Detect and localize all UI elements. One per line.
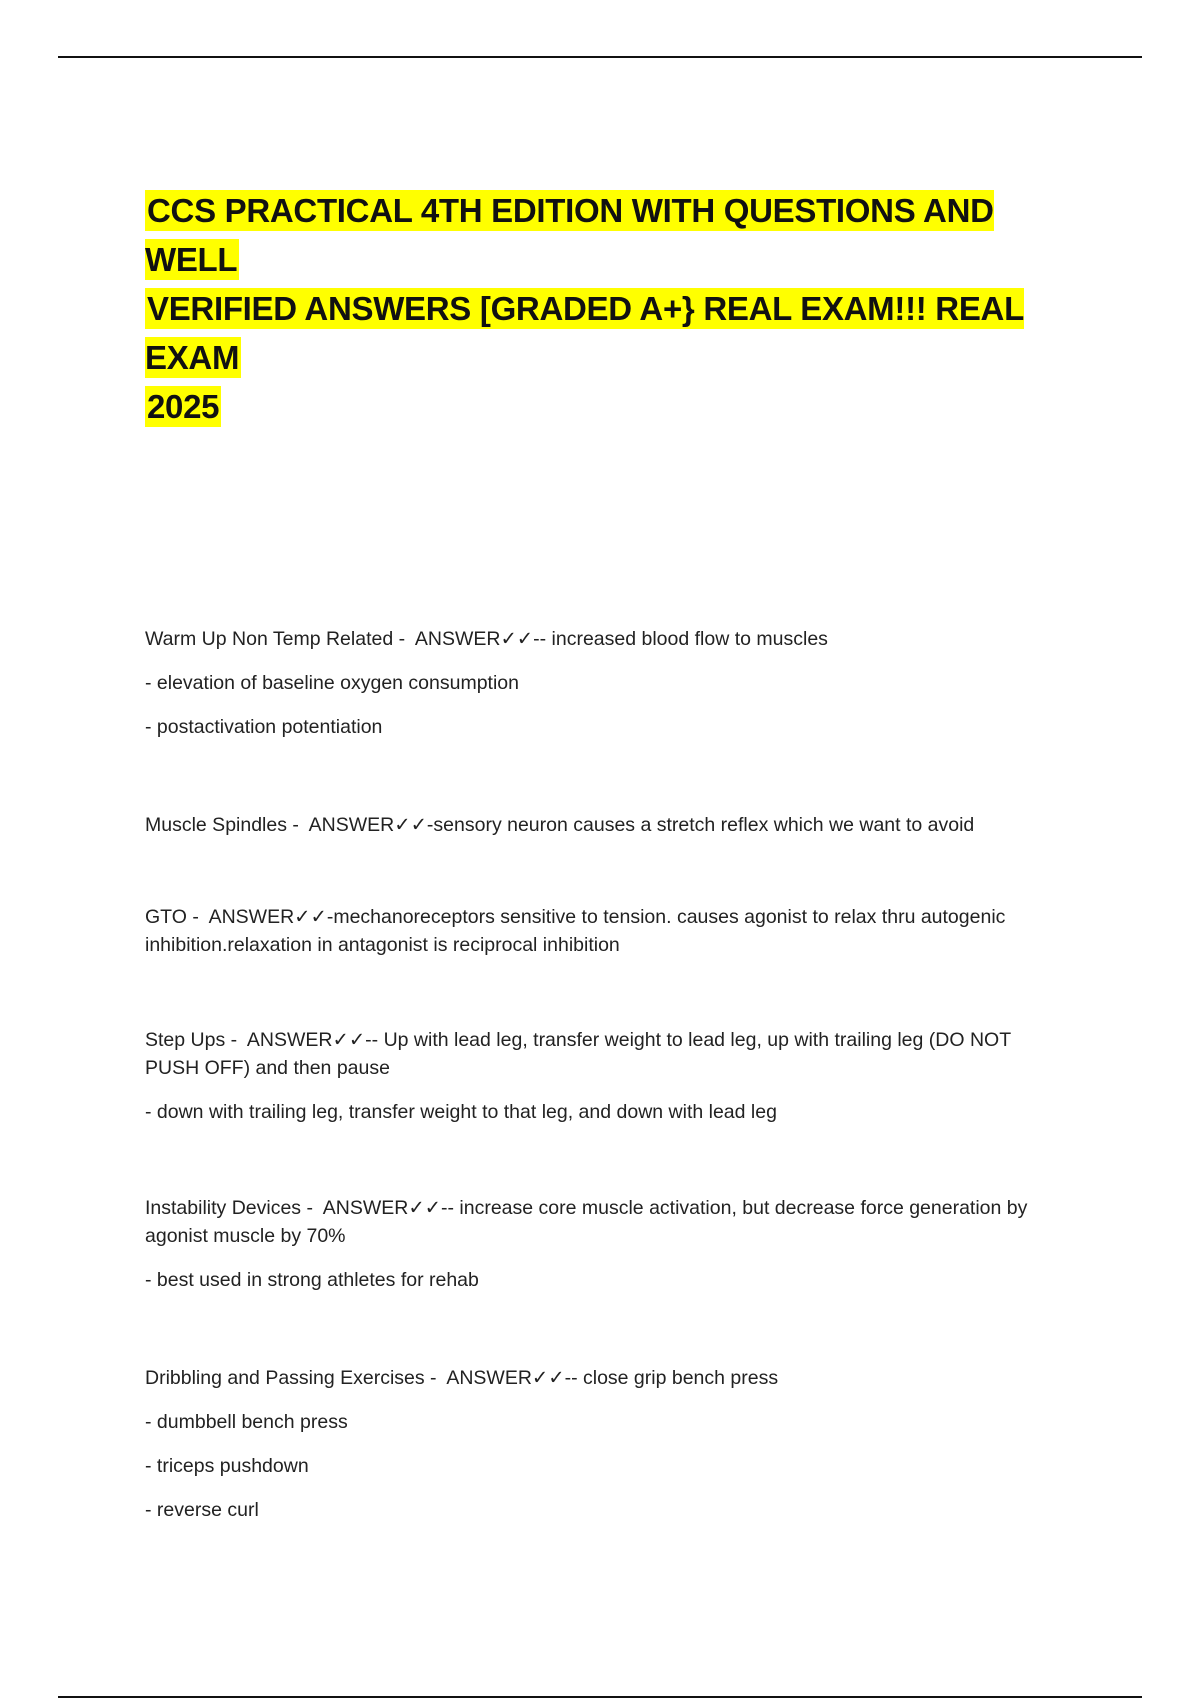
qa-answer: - Up with lead leg, transfer weight to lead leg, up with trailing leg (DO NOT PUSH OFF) and then pause: [145, 1029, 1011, 1079]
qa-question: GTO - ANSWER✓✓-mechanoreceptors sensitive to tension. causes agonist to relax thru autogenic inhibition.relaxation in antagonist is reciprocal inhibition: [145, 906, 1006, 956]
qa-question: Warm Up Non Temp Related - ANSWER✓✓-- increased blood flow to muscles: [145, 628, 828, 650]
qa-term: Dribbling and Passing Exercises: [145, 1367, 425, 1389]
title-line: VERIFIED ANSWERS [GRADED A+} REAL EXAM!!! REAL EXAM: [145, 290, 1024, 376]
qa-term: Instability Devices: [145, 1197, 302, 1219]
answer-tag: ANSWER✓✓-: [446, 1367, 572, 1389]
qa-term: GTO: [145, 906, 187, 928]
qa-extra-line: - postactivation potentiation: [145, 716, 383, 738]
qa-entry: [145, 1194, 1065, 1294]
qa-question: Step Ups - ANSWER✓✓-- Up with lead leg, transfer weight to lead leg, up with trailing leg (DO NOT PUSH OFF) and then pause: [145, 1029, 1011, 1079]
qa-extra-line: - reverse curl: [145, 1499, 259, 1521]
qa-answer: mechanoreceptors sensitive to tension. causes agonist to relax thru autogenic inhibition.relaxation in antagonist is reciprocal inhibition: [145, 906, 1006, 956]
qa-entry: [145, 1364, 1065, 1524]
bottom-rule: [58, 1696, 1142, 1698]
top-rule: [58, 56, 1142, 58]
qa-entry: [145, 1026, 1065, 1126]
answer-tag: ANSWER✓✓-: [322, 1197, 448, 1219]
qa-term: Muscle Spindles: [145, 814, 287, 836]
qa-question: Muscle Spindles - ANSWER✓✓-sensory neuron causes a stretch reflex which we want to avoid: [145, 814, 975, 836]
answer-tag: ANSWER✓✓-: [246, 1029, 372, 1051]
qa-extra-line: - best used in strong athletes for rehab: [145, 1269, 479, 1291]
qa-entry: [145, 811, 1065, 839]
document-title: [145, 186, 1085, 431]
answer-tag: ANSWER✓✓-: [208, 906, 334, 928]
qa-extra-line: - elevation of baseline oxygen consumption: [145, 672, 519, 694]
qa-question: Instability Devices - ANSWER✓✓-- increase core muscle activation, but decrease force generation by agonist muscle by 70%: [145, 1197, 1028, 1247]
qa-answer: - close grip bench press: [571, 1367, 779, 1389]
qa-entry: [145, 625, 1065, 741]
qa-question: Dribbling and Passing Exercises - ANSWER✓✓-- close grip bench press: [145, 1367, 779, 1389]
answer-tag: ANSWER✓✓-: [414, 628, 540, 650]
qa-term: Step Ups: [145, 1029, 226, 1051]
qa-extra-line: - down with trailing leg, transfer weight to that leg, and down with lead leg: [145, 1101, 777, 1123]
qa-answer: sensory neuron causes a stretch reflex which we want to avoid: [433, 814, 975, 836]
qa-answer: - increased blood flow to muscles: [539, 628, 828, 650]
qa-answer: - increase core muscle activation, but decrease force generation by agonist muscle by 70%: [145, 1197, 1028, 1247]
title-line: CCS PRACTICAL 4TH EDITION WITH QUESTIONS AND WELL: [145, 192, 994, 278]
qa-term: Warm Up Non Temp Related: [145, 628, 394, 650]
answer-tag: ANSWER✓✓-: [308, 814, 434, 836]
qa-extra-line: - dumbbell bench press: [145, 1411, 348, 1433]
qa-extra-line: - triceps pushdown: [145, 1455, 309, 1477]
title-line: 2025: [147, 388, 220, 425]
qa-entry: [145, 903, 1065, 959]
